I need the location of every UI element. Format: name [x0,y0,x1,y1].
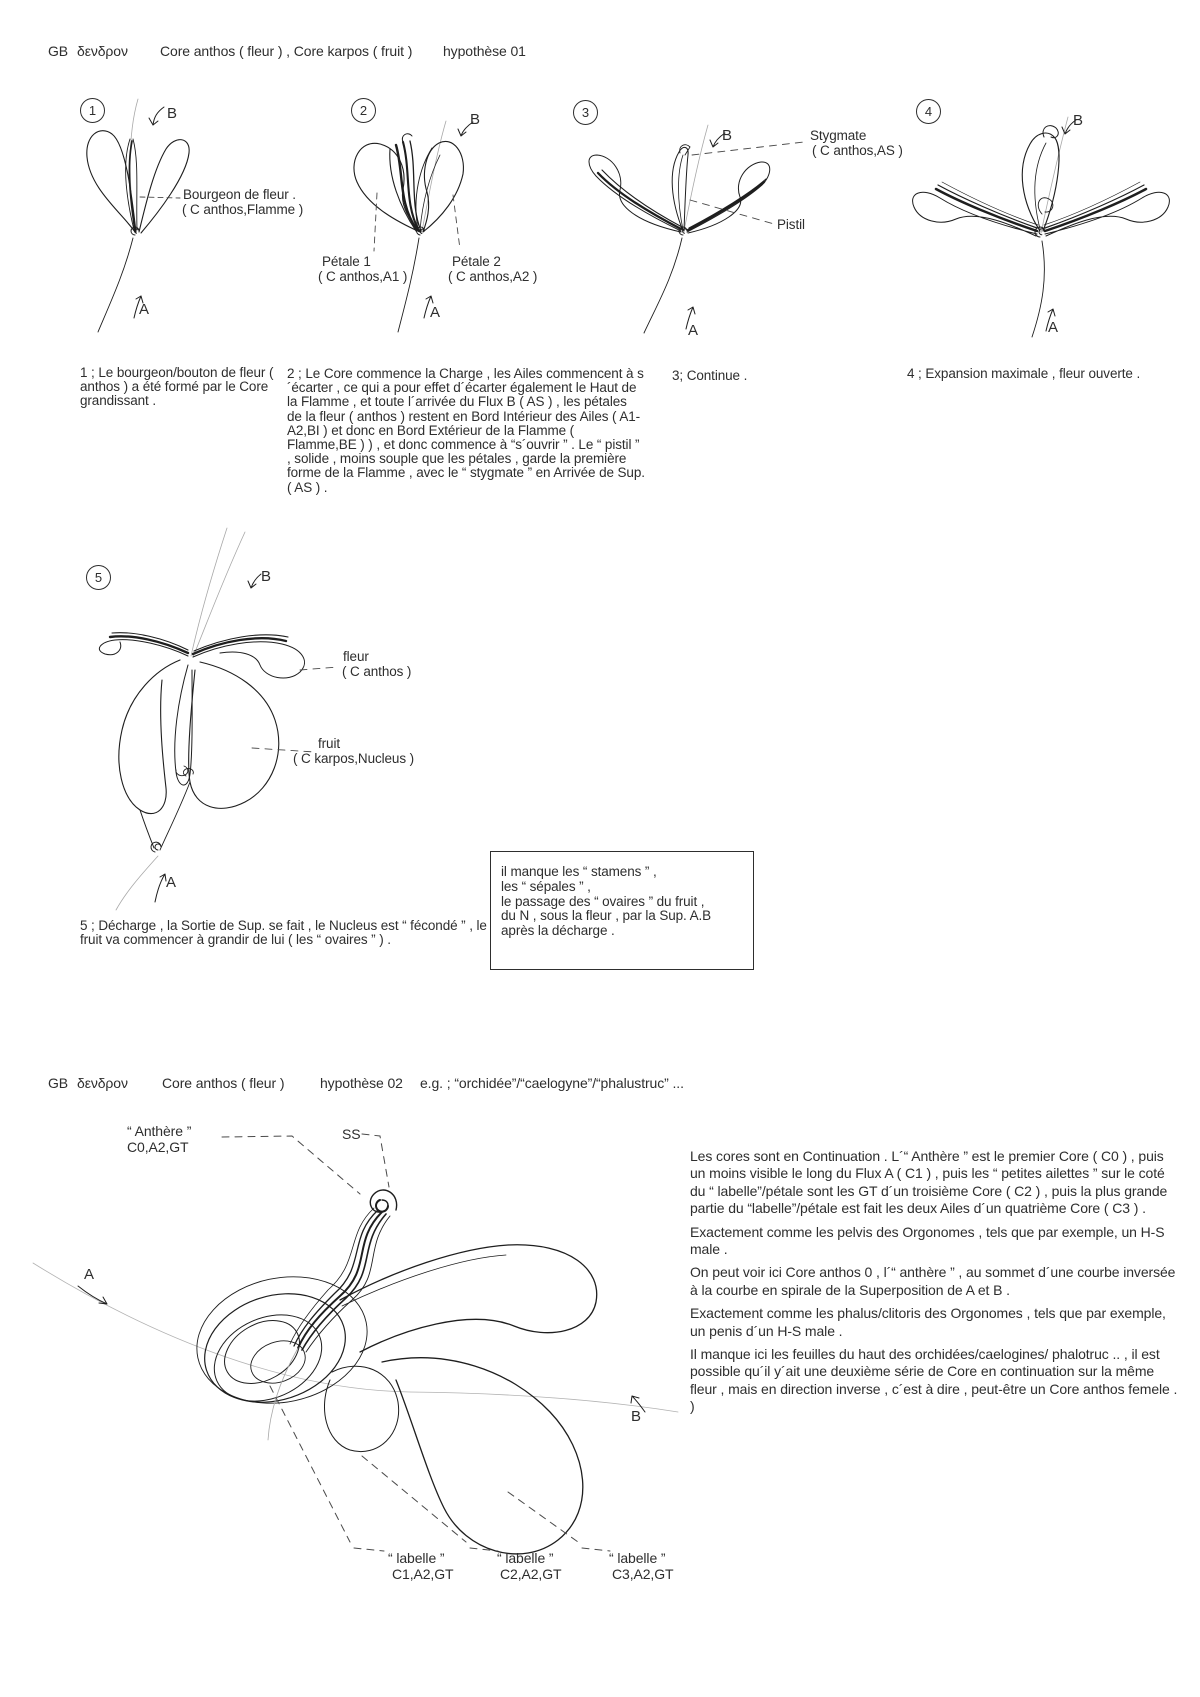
fig1-sketch [87,99,189,332]
anthere-sub: C0,A2,GT [127,1139,189,1155]
fig5-fleur-sub: ( C anthos ) [342,664,412,679]
fig2-petal1-label: Pétale 1 [322,254,371,269]
fig2-caption: 2 ; Le Core commence la Charge , les Ailes commencent à s´écarter , ce qui a pour effet d´écarter également le Haut de la Flamme , et toute l´arrivée du Flux B ( AS ) , les pétales de la fleur ( anthos ) restent en Bord Intérieur des Ailes ( A1-A2,BI ) et donc en Bord Extérieur de la Flamme ( Flamme,BE ) ) , et donc commence à “s´ouvrir ” . Le “ pistil ” , solide , moins souple que les pétales , garde la première forme de la Flamme , avec le “ stygmate ” en Arrivée de Sup. ( AS ) . [287,366,645,495]
header1-greek: δενδρον [77,43,128,59]
note-line-3: le passage des “ ovaires ” du fruit , [501,893,705,909]
fig3-flux-b-label: B [722,127,733,144]
anthere-label: “ Anthère ” [127,1123,192,1139]
paragraph-1: Les cores sont en Continuation . L´“ Anthère ” est le premier Core ( C0 ) , puis un moins visible le long du Flux A ( C1 ) , puis les “ petites ailettes ” sur le coté du “ labelle”/pétale sont les GT d´un troisième Core ( C2 ) , puis la plus grande partie du “labelle”/pétale est fait les deux Ailes d´un quatrième Core ( C3 ) . [690,1148,1168,1217]
header2-greek: δενδρον [77,1075,128,1091]
hypothesis2-text-column [690,1148,1178,1422]
fig2-petal2-label: Pétale 2 [452,254,501,269]
fig5-flux-b-label: B [261,568,272,585]
fig3-sketch [589,125,804,333]
header2-title: Core anthos ( fleur ) [162,1075,285,1091]
fig1-flux-a-label: A [139,301,150,318]
fig1-annotation: Bourgeon de fleur . [183,187,296,202]
fig2-number: 2 [351,98,376,123]
fig5-number: 5 [86,565,111,590]
paragraph-2: Exactement comme les pelvis des Orgonomes , tels que par exemple, un H-S male . [690,1223,1165,1258]
fig1-flux-b-label: B [167,105,178,122]
fig2-petal1-sub: ( C anthos,A1 ) [318,269,408,284]
paragraph-5: Il manque ici les feuilles du haut des orchidées/caelogines/ phalotruc .. , il est possible qu´il y´ait une deuxième série de Core en continuation sur la même fleur , mais en direction inverse , c´est à dire , peut-être un Core anthos femele . ) [690,1346,1178,1415]
fig4-sketch [913,117,1170,337]
fig4-caption: 4 ; Expansion maximale , fleur ouverte . [907,366,1141,381]
note-line-1: il manque les “ stamens ” , [501,864,657,879]
fig3-flux-a-label: A [688,322,699,339]
fig3-pistil-label: Pistil [777,217,805,232]
fig2-sketch [354,121,473,332]
fig5-sketch [99,528,341,910]
fig1-number: 1 [80,98,105,123]
fig1-annotation-sub: ( C anthos,Flamme ) [182,202,304,217]
labelle1-label: “ labelle ” [388,1550,445,1566]
labelle2-label: “ labelle ” [497,1550,554,1566]
fig5-fleur-label: fleur [343,649,369,664]
ss-label: SS [342,1126,361,1142]
missing-elements-note-box [490,851,754,970]
header1-hypothesis: hypothèse 01 [443,43,526,59]
fig4-drawing [860,85,1180,345]
header2-hypothesis: hypothèse 02 [320,1075,403,1091]
header2-lang: GB [48,1075,69,1091]
note-line-4: du N , sous la fleur , par la Sup. A.B [501,908,712,924]
fig2-flux-a-label: A [430,304,441,321]
labelle1-sub: C1,A2,GT [392,1566,454,1582]
orchid-annotation-dashes [222,1134,610,1551]
paragraph-4: Exactement comme les phalus/clitoris des Orgonomes , tels que par exemple, un penis d´un H-S male . [690,1305,1166,1339]
fig3-number: 3 [573,100,598,125]
orchid-flux-a-label: A [84,1266,95,1283]
fig5-flux-a-label: A [166,874,177,891]
fig2-drawing [300,85,550,335]
header1-title: Core anthos ( fleur ) , Core karpos ( fruit ) [160,43,413,59]
fig3-drawing [540,85,880,345]
fig4-flux-a-label: A [1048,319,1059,336]
fig5-drawing [60,520,500,920]
fig2-petal2-sub: ( C anthos,A2 ) [448,269,538,284]
fig4-number: 4 [916,99,941,124]
orchid-sketch [33,1134,678,1554]
fig1-caption: 1 ; Le bourgeon/bouton de fleur ( anthos ) a été formé par le Core grandissant . [80,365,274,409]
labelle2-sub: C2,A2,GT [500,1566,562,1582]
fig5-fruit-sub: ( C karpos,Nucleus ) [293,751,415,766]
header1-lang: GB [48,43,69,59]
orchid-flux-b-label: B [631,1408,642,1425]
labelle3-sub: C3,A2,GT [612,1566,674,1582]
fig5-fruit-label: fruit [318,736,341,751]
orchid-drawing [30,1090,690,1590]
fig3-stygmate-label: Stygmate [810,128,867,143]
paragraph-3: On peut voir ici Core anthos 0 , l´“ anthère ” , au sommet d´une courbe inversée à la courbe en spirale de la Superposition de A et B . [690,1264,1176,1298]
labelle3-label: “ labelle ” [609,1550,666,1566]
fig2-flux-b-label: B [470,111,481,128]
fig5-caption: 5 ; Décharge , la Sortie de Sup. se fait , le Nucleus est “ fécondé ” , le fruit va commencer à grandir de lui ( les “ ovaires ” ) . [80,918,487,948]
note-line-5: après la décharge . [501,923,615,939]
header2-examples: e.g. ; “orchidée”/“caelogyne”/“phalustruc” ... [420,1075,684,1091]
fig3-caption: 3; Continue . [672,368,748,383]
note-line-2: les “ sépales ” , [501,878,591,894]
fig3-stygmate-sub: ( C anthos,AS ) [812,143,903,158]
fig4-flux-b-label: B [1073,112,1084,129]
